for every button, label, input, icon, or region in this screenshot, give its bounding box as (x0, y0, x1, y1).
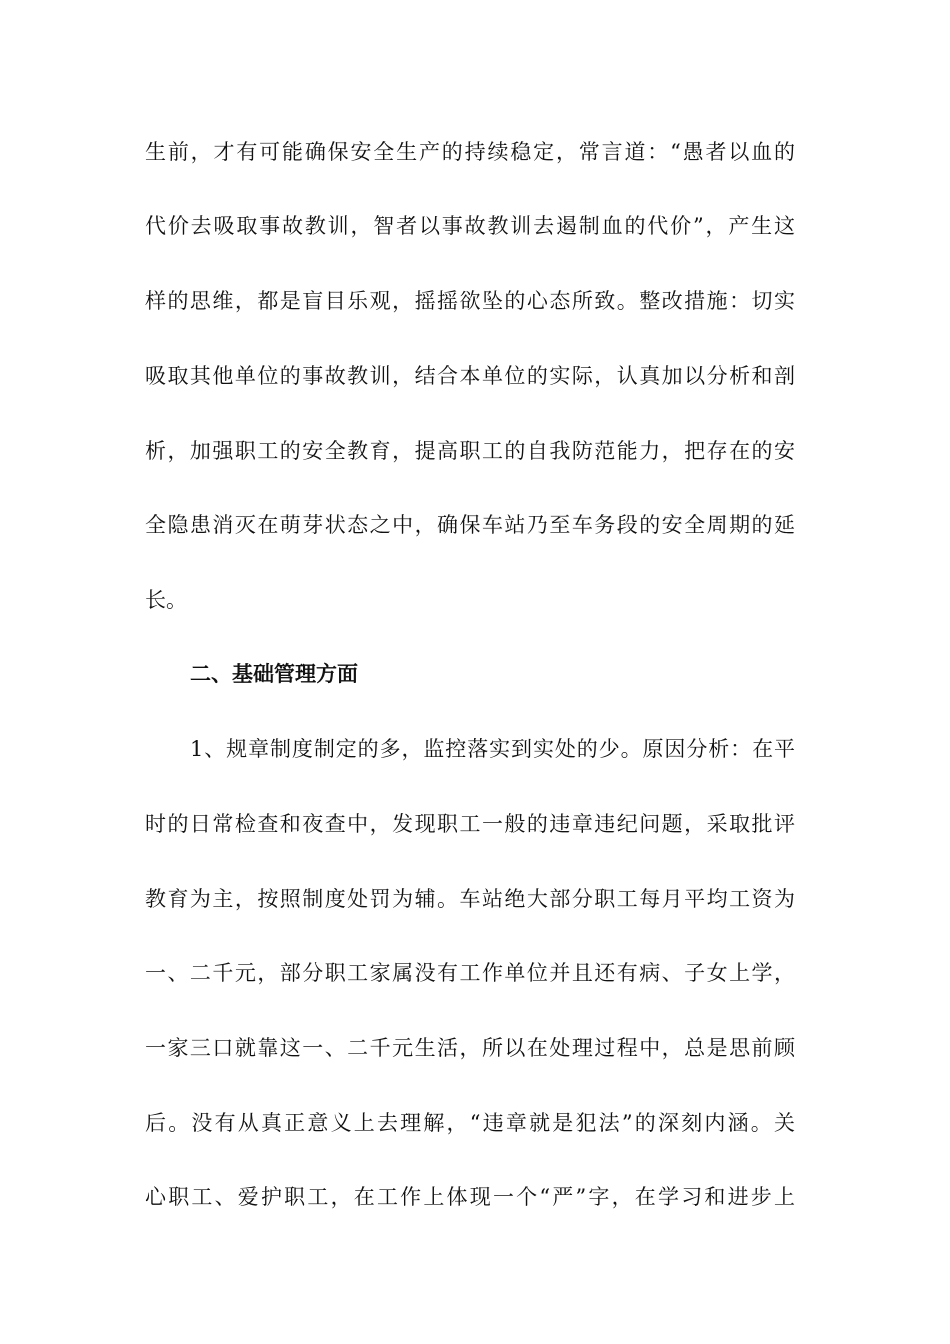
section-heading: 二、基础管理方面 (190, 662, 358, 686)
paragraph-line: 1、规章制度制定的多，监控落实到实处的少。原因分析：在平 (190, 737, 795, 761)
paragraph-line: 心职工、爱护职工，在工作上体现一个“严”字，在学习和进步上 (145, 1185, 795, 1209)
paragraph-line: 全隐患消灭在萌芽状态之中，确保车站乃至车务段的安全周期的延 (145, 513, 795, 537)
paragraph-line: 一、二千元，部分职工家属没有工作单位并且还有病、子女上学， (145, 961, 795, 985)
paragraph-line: 一家三口就靠这一、二千元生活，所以在处理过程中，总是思前顾 (145, 1036, 795, 1060)
paragraph-line: 吸取其他单位的事故教训，结合本单位的实际，认真加以分析和剖 (145, 364, 795, 388)
paragraph-line: 长。 (145, 588, 187, 612)
paragraph-line: 样的思维，都是盲目乐观，摇摇欲坠的心态所致。整改措施：切实 (145, 289, 795, 313)
paragraph-line: 时的日常检查和夜查中，发现职工一般的违章违纪问题，采取批评 (145, 812, 795, 836)
paragraph-line: 教育为主，按照制度处罚为辅。车站绝大部分职工每月平均工资为 (145, 887, 795, 911)
paragraph-line: 代价去吸取事故教训，智者以事故教训去遏制血的代价”，产生这 (145, 214, 795, 238)
paragraph-line: 生前，才有可能确保安全生产的持续稳定，常言道：“愚者以血的 (145, 140, 795, 164)
paragraph-line: 析，加强职工的安全教育，提高职工的自我防范能力，把存在的安 (145, 439, 795, 463)
paragraph-line: 后。没有从真正意义上去理解，“违章就是犯法”的深刻内涵。关 (145, 1111, 795, 1135)
